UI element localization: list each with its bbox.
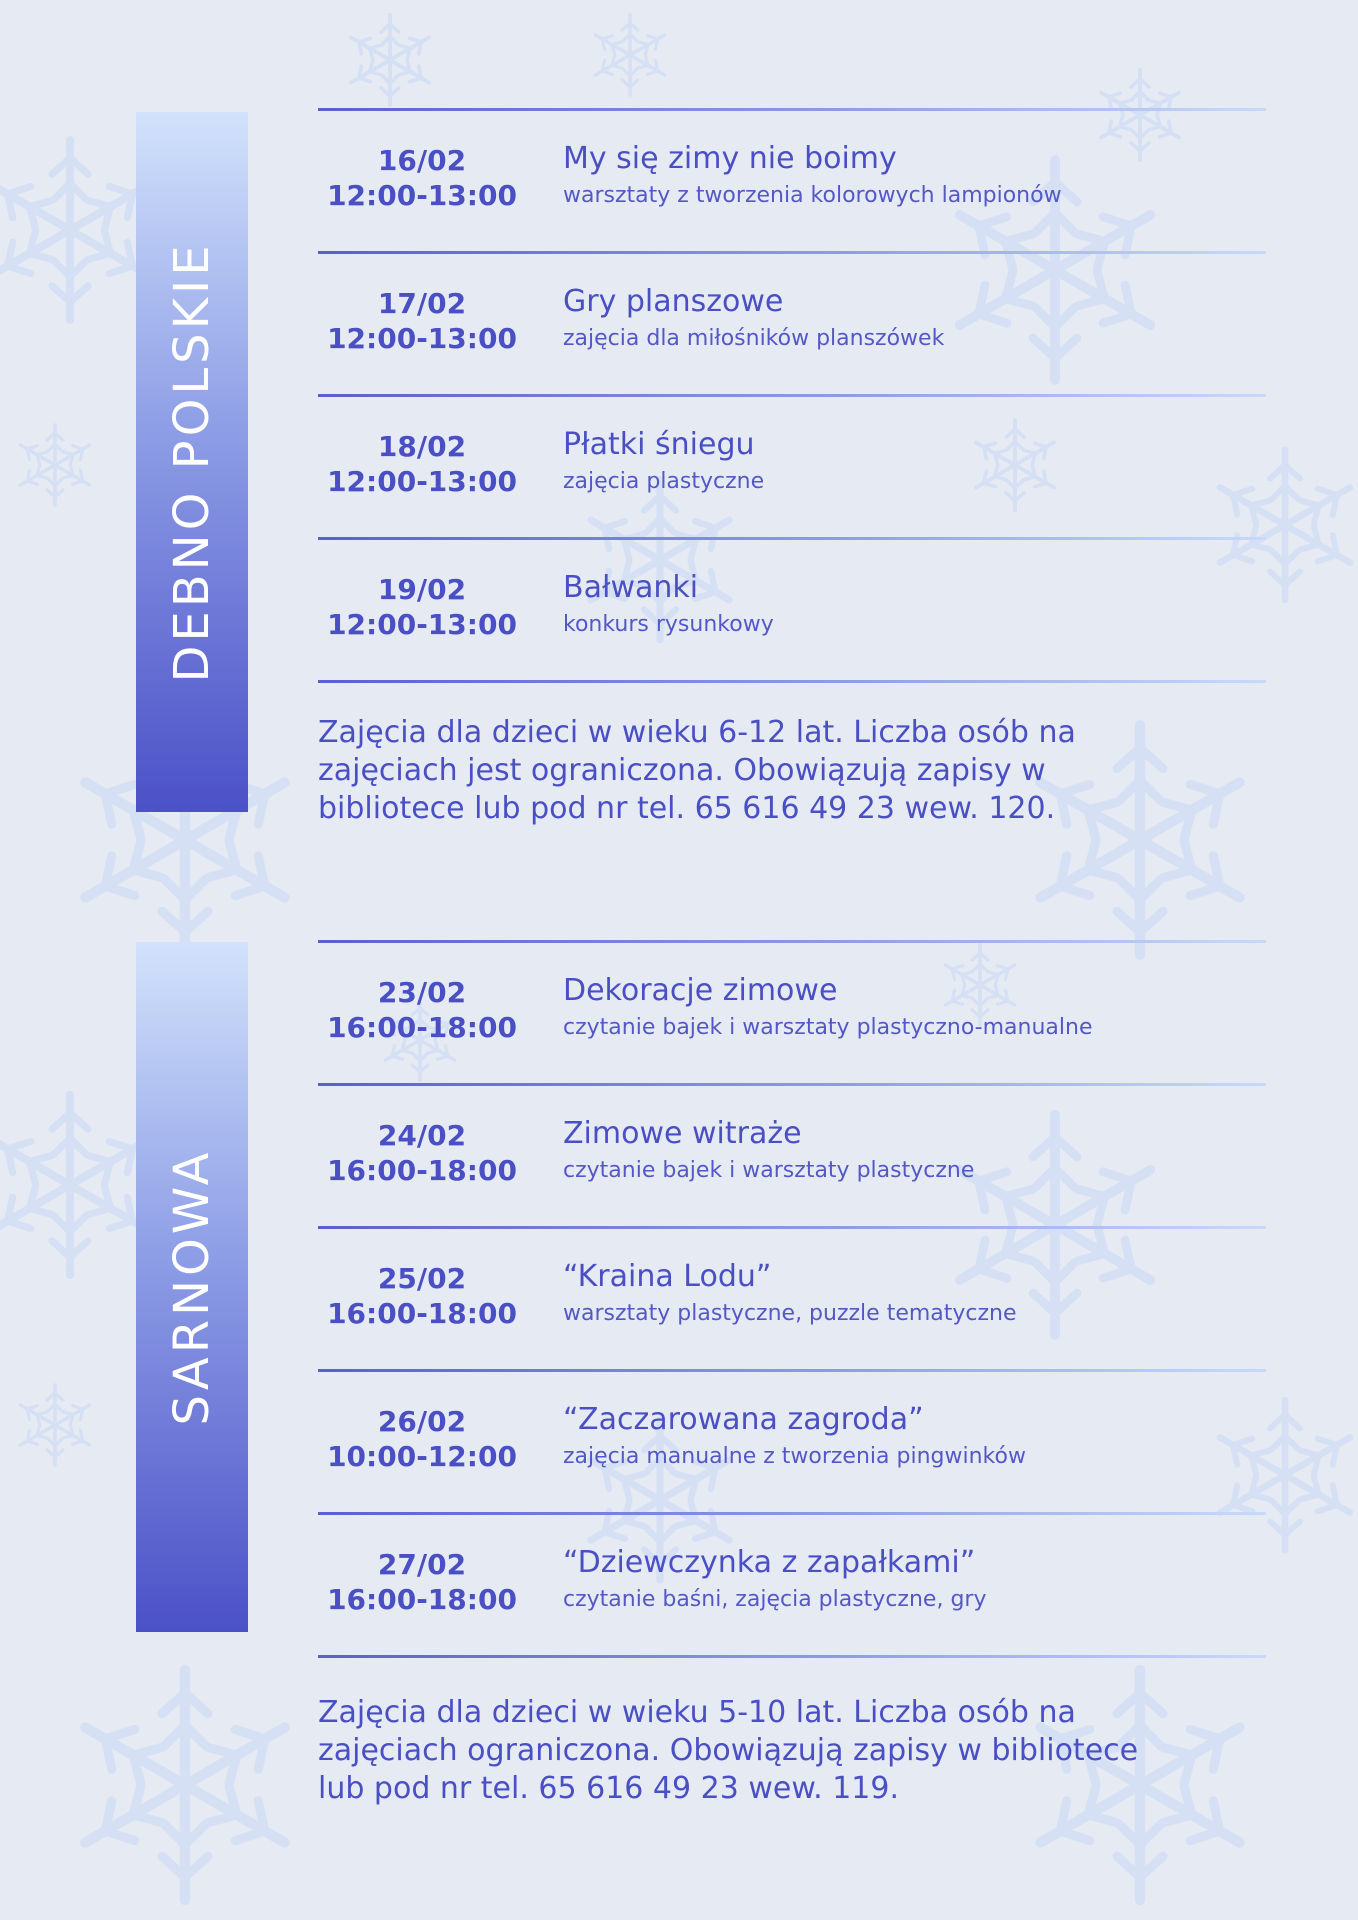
event-row <box>318 254 1266 394</box>
info-note <box>318 1694 1278 1808</box>
event-time: 16:00-18:00 <box>327 1583 517 1616</box>
event-row <box>318 540 1266 680</box>
divider <box>318 680 1266 683</box>
event-title: “Zaczarowana zagroda” <box>563 1402 924 1437</box>
event-datetime <box>318 1547 526 1617</box>
event-description: czytanie baśni, zajęcia plastyczne, gry <box>563 1587 987 1612</box>
event-row <box>318 1515 1266 1655</box>
event-time: 16:00-18:00 <box>327 1154 517 1187</box>
event-datetime <box>318 1261 526 1331</box>
event-title: My się zimy nie boimy <box>563 141 897 176</box>
event-description: warsztaty plastyczne, puzzle tematyczne <box>563 1301 1017 1326</box>
event-datetime <box>318 572 526 642</box>
snowflake-icon <box>16 425 93 505</box>
event-list <box>318 940 1266 1658</box>
event-description: konkurs rysunkowy <box>563 612 774 637</box>
snowflake-icon <box>16 1385 93 1465</box>
section-band <box>136 942 248 1632</box>
snowflake-icon <box>0 1095 157 1275</box>
event-title: “Kraina Lodu” <box>563 1259 772 1294</box>
event-date: 23/02 <box>377 976 467 1009</box>
event-row <box>318 1086 1266 1226</box>
event-row <box>318 111 1266 251</box>
event-description: zajęcia dla miłośników planszówek <box>563 326 945 351</box>
info-note-line: zajęciach jest ograniczona. Obowiązują zapisy w <box>318 753 1046 788</box>
event-datetime <box>318 429 526 499</box>
event-title: Zimowe witraże <box>563 1116 802 1151</box>
event-datetime <box>318 143 526 213</box>
section-title: SARNOWA <box>164 1148 220 1426</box>
event-time: 10:00-12:00 <box>327 1440 517 1473</box>
info-note-line: Zajęcia dla dzieci w wieku 5-10 lat. Liczba osób na <box>318 1695 1076 1730</box>
event-datetime <box>318 1404 526 1474</box>
divider <box>318 1655 1266 1658</box>
event-description: warsztaty z tworzenia kolorowych lampionów <box>563 183 1062 208</box>
event-date: 25/02 <box>377 1262 467 1295</box>
event-date: 24/02 <box>377 1119 467 1152</box>
event-time: 12:00-13:00 <box>327 608 517 641</box>
event-date: 17/02 <box>377 287 467 320</box>
event-row <box>318 397 1266 537</box>
snowflake-icon <box>74 1670 296 1900</box>
event-title: Gry planszowe <box>563 284 784 319</box>
event-row <box>318 943 1266 1083</box>
event-description: czytanie bajek i warsztaty plastyczno-manualne <box>563 1015 1093 1040</box>
event-time: 16:00-18:00 <box>327 1297 517 1330</box>
event-date: 27/02 <box>377 1548 467 1581</box>
info-note-line: zajęciach ograniczona. Obowiązują zapisy w bibliotece <box>318 1733 1139 1768</box>
event-date: 16/02 <box>377 144 467 177</box>
info-note-line: Zajęcia dla dzieci w wieku 6-12 lat. Liczba osób na <box>318 715 1076 750</box>
event-title: Bałwanki <box>563 570 699 605</box>
event-date: 19/02 <box>377 573 467 606</box>
event-date: 18/02 <box>377 430 467 463</box>
event-row <box>318 1229 1266 1369</box>
event-description: zajęcia plastyczne <box>563 469 765 494</box>
event-time: 12:00-13:00 <box>327 465 517 498</box>
event-datetime <box>318 975 526 1045</box>
event-date: 26/02 <box>377 1405 467 1438</box>
event-title: “Dziewczynka z zapałkami” <box>563 1545 976 1580</box>
snowflake-icon <box>591 15 668 95</box>
event-datetime <box>318 286 526 356</box>
info-note-line: lub pod nr tel. 65 616 49 23 wew. 119. <box>318 1771 899 1806</box>
snowflake-icon <box>347 15 434 105</box>
event-datetime <box>318 1118 526 1188</box>
event-list <box>318 108 1266 683</box>
event-title: Dekoracje zimowe <box>563 973 838 1008</box>
snowflake-icon <box>0 140 157 320</box>
event-time: 16:00-18:00 <box>327 1011 517 1044</box>
event-description: czytanie bajek i warsztaty plastyczne <box>563 1158 975 1183</box>
section-band <box>136 112 248 812</box>
event-title: Płatki śniegu <box>563 427 755 462</box>
section-title: DEBNO POLSKIE <box>164 241 220 683</box>
info-note <box>318 714 1278 828</box>
event-time: 12:00-13:00 <box>327 179 517 212</box>
info-note-line: bibliotece lub pod nr tel. 65 616 49 23 wew. 120. <box>318 791 1056 826</box>
event-description: zajęcia manualne z tworzenia pingwinków <box>563 1444 1026 1469</box>
event-row <box>318 1372 1266 1512</box>
event-time: 12:00-13:00 <box>327 322 517 355</box>
